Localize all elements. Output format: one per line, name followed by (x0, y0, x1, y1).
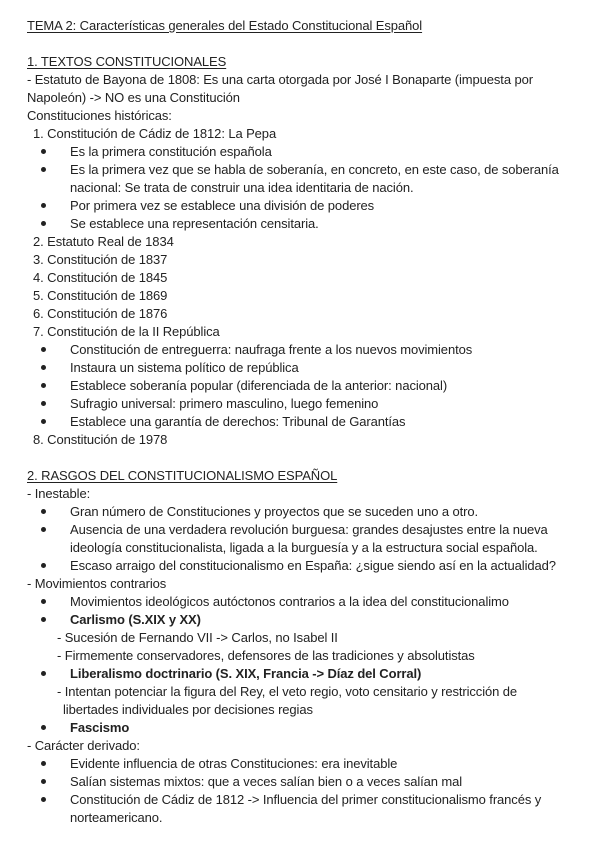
bullet-icon (41, 599, 46, 604)
inestable-bullet-2-line-2: ideología constitucionalista, ligada a la burguesía y a la estructura social española. (70, 540, 538, 555)
inestable-bullet-3: Escaso arraigo del constitucionalismo en España: ¿sigue siendo así en la actualidad? (70, 558, 556, 573)
bayona-line-1: - Estatuto de Bayona de 1808: Es una carta otorgada por José I Bonaparte (impuesta por (27, 72, 533, 87)
bullet-icon (41, 383, 46, 388)
carlismo-heading: Carlismo (S.XIX y XX) (70, 612, 201, 627)
derivado-bullet-2: Salían sistemas mixtos: que a veces salían bien o a veces salían mal (70, 774, 463, 789)
liberalismo-heading: Liberalismo doctrinario (S. XIX, Francia -> Díaz del Corral) (70, 666, 422, 681)
inestable-bullet-1: Gran número de Constituciones y proyectos que se suceden uno a otro. (70, 504, 479, 519)
liberalismo-detail-1: - Intentan potenciar la figura del Rey, el veto regio, voto censitario y restricción de (57, 684, 518, 699)
bullet-icon (41, 149, 46, 154)
carlismo-detail-1: - Sucesión de Fernando VII -> Carlos, no Isabel II (57, 630, 338, 645)
bullet-icon (41, 347, 46, 352)
derivado-bullet-1: Evidente influencia de otras Constituciones: era inevitable (70, 756, 398, 771)
inestable-bullet-2-line-1: Ausencia de una verdadera revolución burguesa: grandes desajustes entre la nueva (70, 522, 548, 537)
list-item-ii-republica: 7. Constitución de la II República (33, 324, 220, 339)
bayona-line-2: Napoleón) -> NO es una Constitución (27, 90, 240, 105)
bullet-icon (41, 419, 46, 424)
bullet-icon (41, 509, 46, 514)
inestable-label: - Inestable: (27, 486, 91, 501)
bullet-icon (41, 725, 46, 730)
movimientos-bullet-1: Movimientos ideológicos autóctonos contrarios a la idea del constitucionalimo (70, 594, 509, 609)
bullet-icon (41, 563, 46, 568)
republica-bullet-1: Constitución de entreguerra: naufraga frente a los nuevos movimientos (70, 342, 473, 357)
bullet-icon (41, 761, 46, 766)
liberalismo-detail-2: libertades individuales por decisiones regias (63, 702, 313, 717)
cadiz-bullet-2-line-1: Es la primera vez que se habla de soberanía, en concreto, en este caso, de soberanía (70, 162, 559, 177)
bullet-icon (41, 167, 46, 172)
republica-bullet-2: Instaura un sistema político de república (70, 360, 299, 375)
republica-bullet-3: Establece soberanía popular (diferenciada de la anterior: nacional) (70, 378, 448, 393)
fascismo-heading: Fascismo (70, 720, 130, 735)
republica-bullet-4: Sufragio universal: primero masculino, luego femenino (70, 396, 379, 411)
bullet-icon (41, 221, 46, 226)
republica-bullet-5: Establece una garantía de derechos: Tribunal de Garantías (70, 414, 406, 429)
bullet-icon (41, 203, 46, 208)
bullet-icon (41, 527, 46, 532)
section-1-heading: 1. TEXTOS CONSTITUCIONALES (27, 54, 227, 69)
list-item-1876: 6. Constitución de 1876 (33, 306, 168, 321)
bullet-icon (41, 671, 46, 676)
cadiz-bullet-3: Por primera vez se establece una división de poderes (70, 198, 375, 213)
bullet-icon (41, 617, 46, 622)
document-title: TEMA 2: Características generales del Estado Constitucional Español (27, 18, 423, 33)
bullet-icon (41, 365, 46, 370)
list-item-1837: 3. Constitución de 1837 (33, 252, 168, 267)
derivado-bullet-3-line-2: norteamericano. (70, 810, 163, 825)
bullet-icon (41, 779, 46, 784)
derivado-bullet-3-line-1: Constitución de Cádiz de 1812 -> Influencia del primer constitucionalismo francés y (70, 792, 542, 807)
list-item-cadiz: 1. Constitución de Cádiz de 1812: La Pepa (33, 126, 277, 141)
list-item-estatuto-real: 2. Estatuto Real de 1834 (33, 234, 174, 249)
cadiz-bullet-1: Es la primera constitución española (70, 144, 272, 159)
list-item-1845: 4. Constitución de 1845 (33, 270, 168, 285)
list-item-1869: 5. Constitución de 1869 (33, 288, 168, 303)
cadiz-bullet-2-line-2: nacional: Se trata de construir una idea identitaria de nación. (70, 180, 414, 195)
derivado-label: - Carácter derivado: (27, 738, 140, 753)
section-2-heading: 2. RASGOS DEL CONSTITUCIONALISMO ESPAÑOL (27, 468, 338, 483)
cadiz-bullet-4: Se establece una representación censitaria. (70, 216, 319, 231)
bullet-icon (41, 797, 46, 802)
historicas-label: Constituciones históricas: (27, 108, 172, 123)
bullet-icon (41, 401, 46, 406)
list-item-1978: 8. Constitución de 1978 (33, 432, 168, 447)
movimientos-label: - Movimientos contrarios (27, 576, 167, 591)
carlismo-detail-2: - Firmemente conservadores, defensores de las tradiciones y absolutistas (57, 648, 475, 663)
